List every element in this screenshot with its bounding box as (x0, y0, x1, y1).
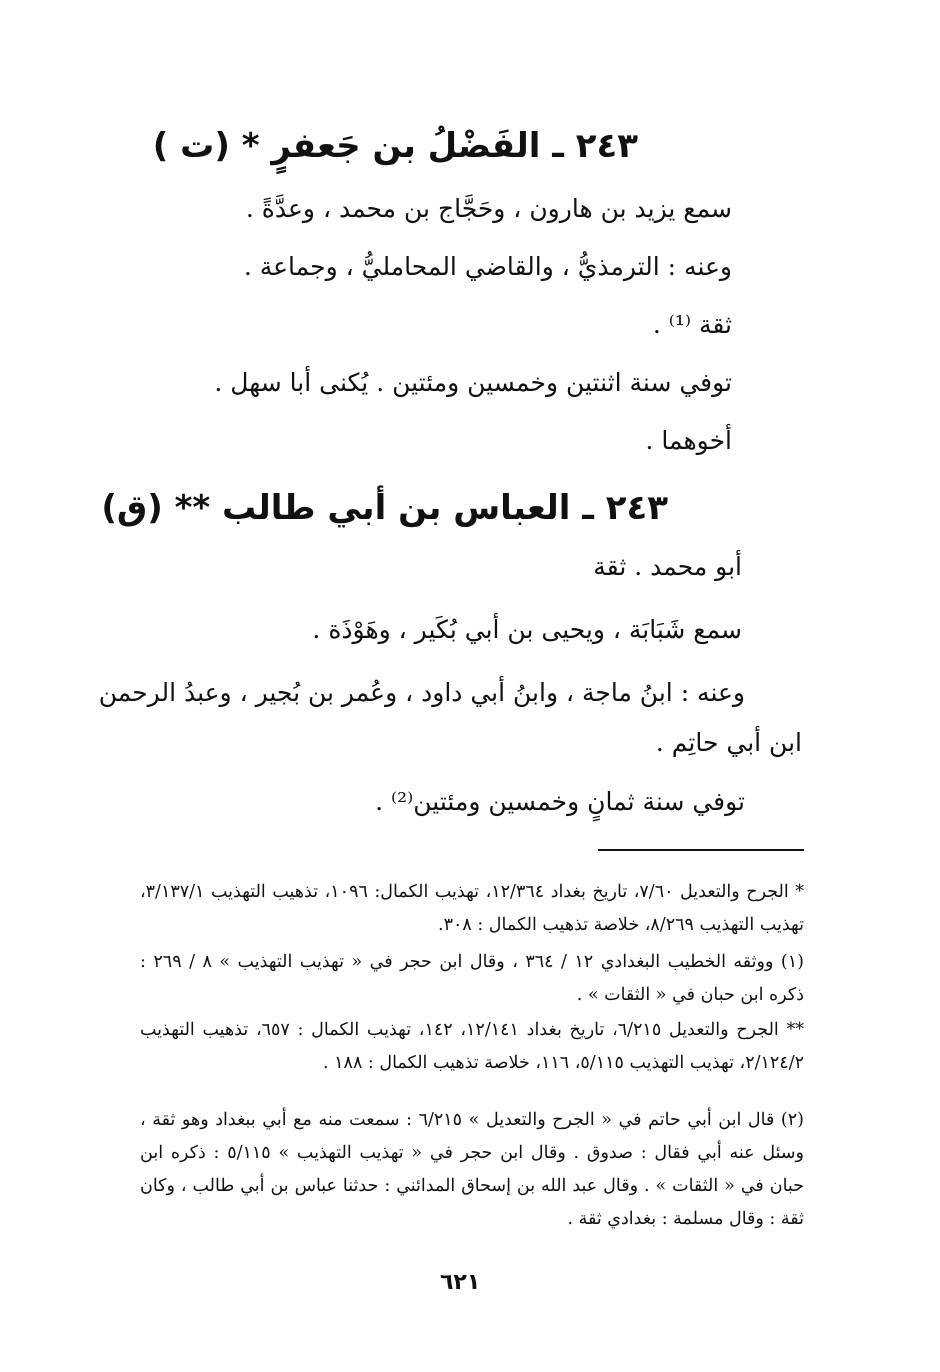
footnote-1: (١) ووثقه الخطيب البغدادي ١٢ / ٣٦٤ ، وقال ابن حجر في « تهذيب التهذيب » ٨ / ٢٦٩ : ذكره ابن حبان في « الثقات » . (140, 952, 804, 1005)
entry-text-line: وعنه : الترمذيُّ ، والقاضي المحامليُّ ، وجماعة . (243, 252, 732, 281)
entry-text-line: أخوهما . (645, 426, 732, 455)
entry-heading: ٢٤٣ ـ الفَضْلُ بن جَعفرٍ * (ت ) (152, 126, 638, 166)
footnote-2: (٢) قال ابن أبي حاتم في « الجرح والتعديل » ٦/٢١٥ : سمعت منه مع أبي ببغداد وهو ثقة ، وسئل عنه أبي فقال : صدوق . وقال ابن حجر في « تهذيب التهذيب » ٥/١١٥ : ذكره ابن حبان في « الثقات » . وقال عبد الله بن إسحاق المدائني : حدثنا عباس بن أبي طالب ، وكان ثقة : وقال مسلمة : بغدادي ثقة . (140, 1110, 804, 1229)
entry-heading: ٢٤٣ ـ العباس بن أبي طالب ** (ق) (101, 488, 668, 528)
entry-text-line: توفي سنة اثنتين وخمسين ومئتين . يُكنى أبا سهل . (214, 368, 732, 397)
entry-text-line: توفي سنة ثمانٍ وخمسين ومئتين⁽²⁾ . (375, 787, 745, 816)
entry-text-line: سمع شَبَابَة ، ويحيى بن أبي بُكَير ، وهَوْذَة . (312, 615, 742, 644)
entry-text-line: وعنه : ابنُ ماجة ، وابنُ أبي داود ، وعُمر بن بُجير ، وعبدُ الرحمن (98, 678, 745, 707)
footnote-separator (598, 849, 804, 851)
entry-text-line: ثقة ⁽¹⁾ . (652, 310, 732, 339)
footnote-sources-2: ** الجرح والتعديل ٦/٢١٥، تاريخ بغداد ١٢/١٤١، ١٤٢، تهذيب الكمال : ٦٥٧، تذهيب التهذيب ٢/١٢٤/٢، تهذيب التهذيب ٥/١١٥، ١١٦، خلاصة تذهيب الكمال : ١٨٨ . (140, 1020, 804, 1073)
entry-text-line: أبو محمد . ثقة (593, 552, 742, 581)
footnote-sources-1: * الجرح والتعديل ٧/٦٠، تاريخ بغداد ١٢/٣٦٤، تهذيب الكمال: ١٠٩٦، تذهيب التهذيب ٣/١٣٧/١، تهذيب التهذيب ٨/٢٦٩، خلاصة تذهيب الكمال : ٣٠٨. (140, 882, 805, 935)
page-number: ٦٢١ (440, 1270, 481, 1295)
entry-text-line: سمع يزيد بن هارون ، وحَجَّاج بن محمد ، وعدَّةً . (245, 194, 732, 223)
entry-text-line: ابن أبي حاتِم . (655, 728, 802, 757)
